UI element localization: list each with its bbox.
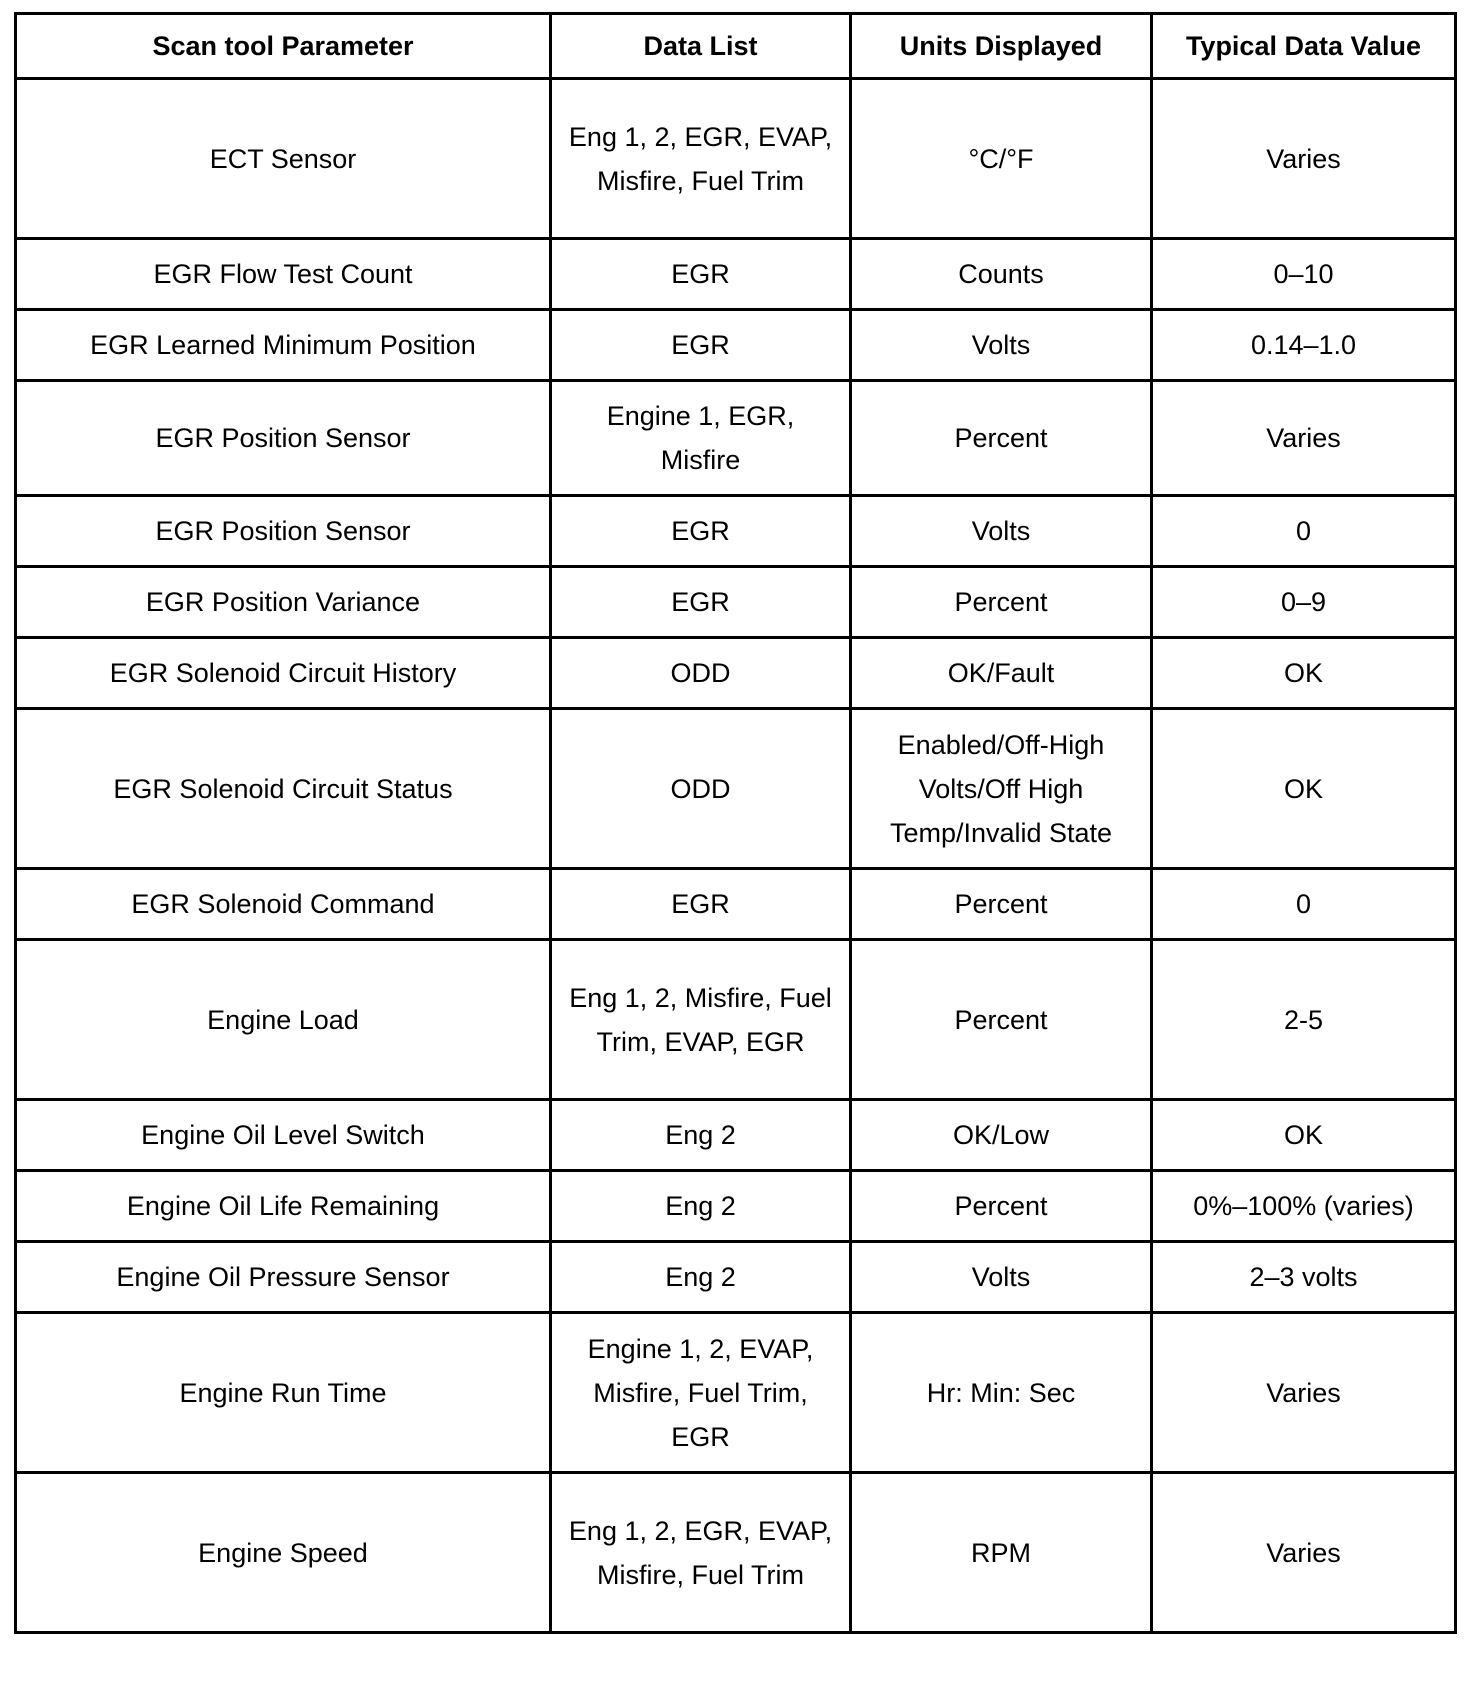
cell-typical-value: Varies — [1152, 1313, 1456, 1473]
header-data-list: Data List — [551, 14, 851, 79]
table-row — [16, 1171, 1456, 1242]
cell-parameter: Engine Oil Level Switch — [16, 1100, 551, 1171]
cell-units: OK/Fault — [851, 638, 1152, 709]
cell-typical-value: OK — [1152, 638, 1456, 709]
scan-tool-data-table — [14, 12, 1457, 1634]
cell-data-list: Eng 1, 2, EGR, EVAP, Misfire, Fuel Trim — [551, 79, 851, 239]
header-scan-tool-parameter: Scan tool Parameter — [16, 14, 551, 79]
cell-data-list: ODD — [551, 638, 851, 709]
cell-units: Percent — [851, 940, 1152, 1100]
cell-data-list: Eng 1, 2, Misfire, Fuel Trim, EVAP, EGR — [551, 940, 851, 1100]
cell-data-list: Engine 1, 2, EVAP, Misfire, Fuel Trim, EGR — [551, 1313, 851, 1473]
cell-units: Volts — [851, 1242, 1152, 1313]
cell-typical-value: 0%–100% (varies) — [1152, 1171, 1456, 1242]
cell-units: OK/Low — [851, 1100, 1152, 1171]
cell-parameter: EGR Flow Test Count — [16, 239, 551, 310]
cell-units: Percent — [851, 381, 1152, 496]
cell-data-list: EGR — [551, 310, 851, 381]
table-row — [16, 310, 1456, 381]
table-row — [16, 940, 1456, 1100]
table-row — [16, 638, 1456, 709]
cell-typical-value: Varies — [1152, 79, 1456, 239]
cell-parameter: Engine Oil Life Remaining — [16, 1171, 551, 1242]
cell-units: Enabled/Off-High Volts/Off High Temp/Invalid State — [851, 709, 1152, 869]
table-row — [16, 496, 1456, 567]
cell-typical-value: OK — [1152, 1100, 1456, 1171]
cell-parameter: Engine Load — [16, 940, 551, 1100]
cell-units: RPM — [851, 1473, 1152, 1633]
cell-data-list: ODD — [551, 709, 851, 869]
header-units-displayed: Units Displayed — [851, 14, 1152, 79]
table-row — [16, 239, 1456, 310]
table-row — [16, 869, 1456, 940]
cell-data-list: EGR — [551, 869, 851, 940]
table-row — [16, 381, 1456, 496]
table-row — [16, 709, 1456, 869]
cell-units: Percent — [851, 869, 1152, 940]
table-row — [16, 79, 1456, 239]
cell-typical-value: 0–10 — [1152, 239, 1456, 310]
cell-data-list: Eng 2 — [551, 1100, 851, 1171]
cell-parameter: EGR Solenoid Command — [16, 869, 551, 940]
cell-parameter: Engine Oil Pressure Sensor — [16, 1242, 551, 1313]
cell-data-list: Engine 1, EGR, Misfire — [551, 381, 851, 496]
cell-parameter: ECT Sensor — [16, 79, 551, 239]
cell-data-list: EGR — [551, 567, 851, 638]
table-row — [16, 567, 1456, 638]
cell-data-list: Eng 1, 2, EGR, EVAP, Misfire, Fuel Trim — [551, 1473, 851, 1633]
cell-parameter: Engine Run Time — [16, 1313, 551, 1473]
cell-parameter: EGR Position Variance — [16, 567, 551, 638]
cell-parameter: EGR Solenoid Circuit History — [16, 638, 551, 709]
cell-units: °C/°F — [851, 79, 1152, 239]
cell-units: Percent — [851, 1171, 1152, 1242]
cell-units: Hr: Min: Sec — [851, 1313, 1152, 1473]
cell-parameter: EGR Position Sensor — [16, 381, 551, 496]
table-header-row — [16, 14, 1456, 79]
cell-typical-value: 0 — [1152, 869, 1456, 940]
cell-typical-value: 0.14–1.0 — [1152, 310, 1456, 381]
cell-typical-value: 2-5 — [1152, 940, 1456, 1100]
cell-typical-value: OK — [1152, 709, 1456, 869]
cell-typical-value: 0 — [1152, 496, 1456, 567]
cell-units: Percent — [851, 567, 1152, 638]
cell-data-list: Eng 2 — [551, 1242, 851, 1313]
cell-data-list: Eng 2 — [551, 1171, 851, 1242]
cell-typical-value: 0–9 — [1152, 567, 1456, 638]
table-row — [16, 1100, 1456, 1171]
cell-units: Volts — [851, 310, 1152, 381]
header-typical-data-value: Typical Data Value — [1152, 14, 1456, 79]
table-row — [16, 1313, 1456, 1473]
cell-typical-value: 2–3 volts — [1152, 1242, 1456, 1313]
cell-units: Volts — [851, 496, 1152, 567]
cell-parameter: EGR Learned Minimum Position — [16, 310, 551, 381]
cell-typical-value: Varies — [1152, 381, 1456, 496]
cell-data-list: EGR — [551, 496, 851, 567]
table-row — [16, 1242, 1456, 1313]
cell-typical-value: Varies — [1152, 1473, 1456, 1633]
cell-data-list: EGR — [551, 239, 851, 310]
cell-units: Counts — [851, 239, 1152, 310]
cell-parameter: Engine Speed — [16, 1473, 551, 1633]
table-row — [16, 1473, 1456, 1633]
cell-parameter: EGR Position Sensor — [16, 496, 551, 567]
cell-parameter: EGR Solenoid Circuit Status — [16, 709, 551, 869]
